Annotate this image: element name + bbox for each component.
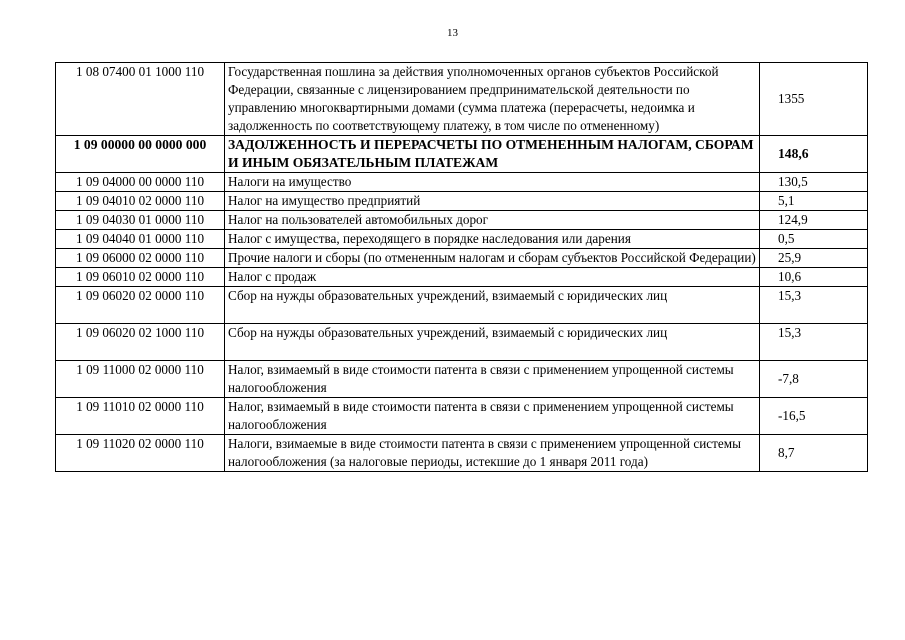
table-row	[56, 249, 868, 268]
row-name: Налог, взимаемый в виде стоимости патента в связи с применением упрощенной системы налогообложения	[225, 398, 760, 435]
table-row	[56, 192, 868, 211]
row-code: 1 09 06010 02 0000 110	[56, 268, 225, 287]
row-name: ЗАДОЛЖЕННОСТЬ И ПЕРЕРАСЧЕТЫ ПО ОТМЕНЕННЫМ НАЛОГАМ, СБОРАМ И ИНЫМ ОБЯЗАТЕЛЬНЫМ ПЛАТЕЖАМ	[225, 136, 760, 173]
row-code: 1 09 11000 02 0000 110	[56, 361, 225, 398]
row-code: 1 09 11020 02 0000 110	[56, 435, 225, 472]
row-amount: -7,8	[760, 361, 868, 398]
row-name: Налог, взимаемый в виде стоимости патента в связи с применением упрощенной системы налогообложения	[225, 361, 760, 398]
row-amount: 25,9	[760, 249, 868, 268]
row-code: 1 08 07400 01 1000 110	[56, 63, 225, 136]
row-code: 1 09 04000 00 0000 110	[56, 173, 225, 192]
row-name: Налоги, взимаемые в виде стоимости патента в связи с применением упрощенной системы налогообложения (за налоговые периоды, истекшие до 1 января 2011 года)	[225, 435, 760, 472]
row-amount: 148,6	[760, 136, 868, 173]
row-code: 1 09 04040 01 0000 110	[56, 230, 225, 249]
row-amount: 10,6	[760, 268, 868, 287]
table-row	[56, 211, 868, 230]
table-row	[56, 361, 868, 398]
row-amount: 124,9	[760, 211, 868, 230]
row-code: 1 09 06000 02 0000 110	[56, 249, 225, 268]
row-name: Сбор на нужды образовательных учреждений, взимаемый с юридических лиц	[225, 287, 760, 324]
table-row	[56, 435, 868, 472]
table-row-section-header	[56, 136, 868, 173]
revenue-table	[55, 62, 868, 472]
table-row	[56, 398, 868, 435]
row-amount: 5,1	[760, 192, 868, 211]
row-name: Государственная пошлина за действия уполномоченных органов субъектов Российской Федерации, связанные с лицензированием предпринимательской деятельности по управлению многоквартирными домами (сумма платежа (перерасчеты, недоимка и задолженность по соответствующему платежу, в том числе по отмененному)	[225, 63, 760, 136]
table-row	[56, 324, 868, 361]
row-name: Налоги на имущество	[225, 173, 760, 192]
row-amount: 1355	[760, 63, 868, 136]
row-amount: 15,3	[760, 287, 868, 324]
page-number: 13	[447, 27, 458, 39]
row-code: 1 09 00000 00 0000 000	[56, 136, 225, 173]
row-amount: 15,3	[760, 324, 868, 361]
row-code: 1 09 06020 02 1000 110	[56, 324, 225, 361]
row-amount: -16,5	[760, 398, 868, 435]
row-name: Сбор на нужды образовательных учреждений, взимаемый с юридических лиц	[225, 324, 760, 361]
table-row	[56, 268, 868, 287]
table-row	[56, 63, 868, 136]
row-code: 1 09 06020 02 0000 110	[56, 287, 225, 324]
row-name: Налог с продаж	[225, 268, 760, 287]
table-row	[56, 173, 868, 192]
table-row	[56, 230, 868, 249]
table-row	[56, 287, 868, 324]
row-amount: 130,5	[760, 173, 868, 192]
row-name: Налог с имущества, переходящего в порядке наследования или дарения	[225, 230, 760, 249]
row-name: Налог на имущество предприятий	[225, 192, 760, 211]
row-code: 1 09 04030 01 0000 110	[56, 211, 225, 230]
row-name: Налог на пользователей автомобильных дорог	[225, 211, 760, 230]
row-code: 1 09 11010 02 0000 110	[56, 398, 225, 435]
row-amount: 8,7	[760, 435, 868, 472]
row-name: Прочие налоги и сборы (по отмененным налогам и сборам субъектов Российской Федерации)	[225, 249, 760, 268]
row-code: 1 09 04010 02 0000 110	[56, 192, 225, 211]
row-amount: 0,5	[760, 230, 868, 249]
